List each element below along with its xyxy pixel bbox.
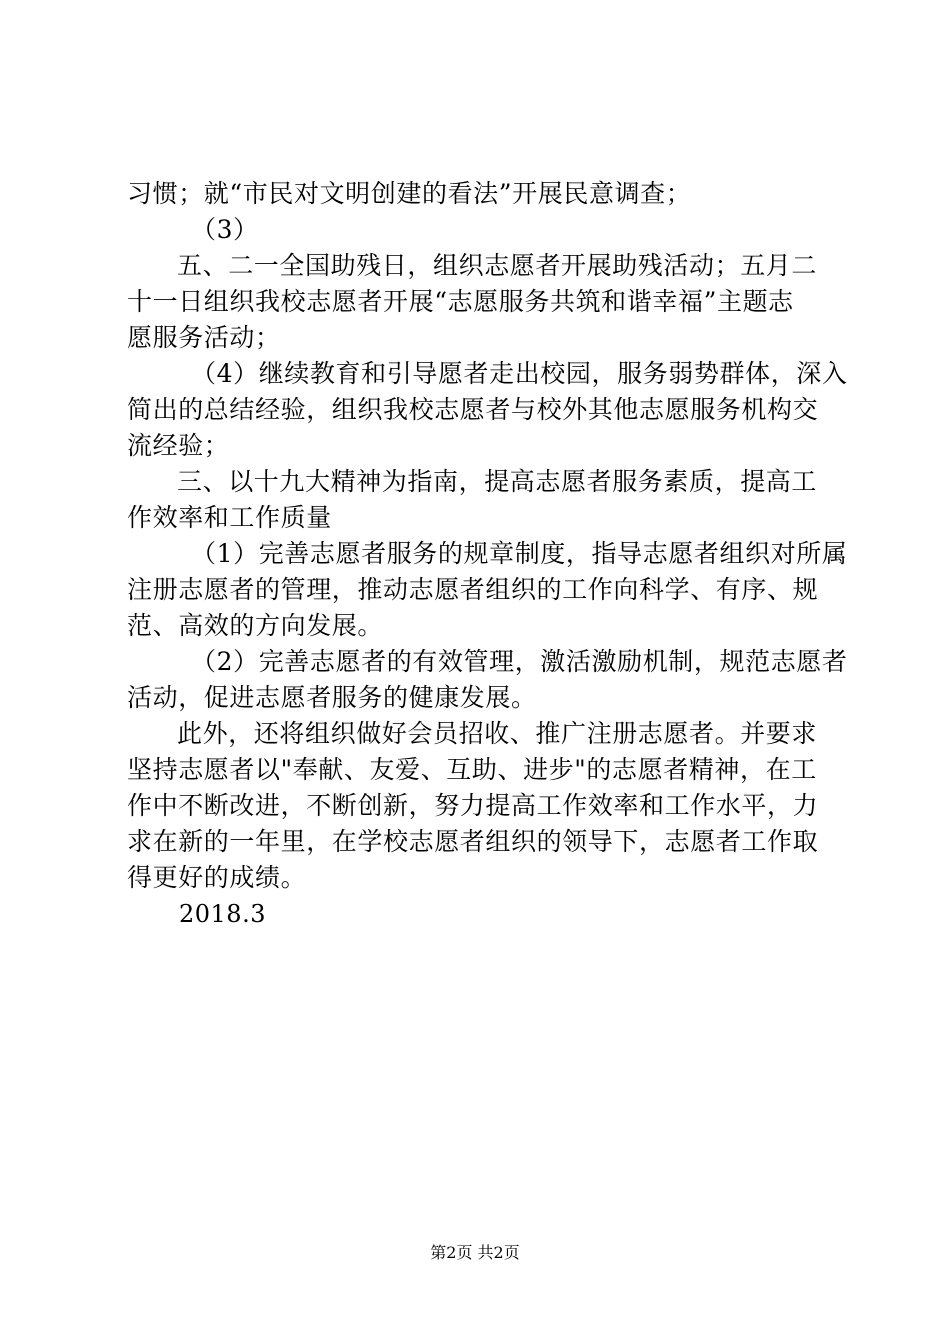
- paragraph-line: 十一日组织我校志愿者开展“志愿服务共筑和谐幸福”主题志: [127, 287, 794, 316]
- paragraph-line: 简出的总结经验，组织我校志愿者与校外其他志愿服务机构交: [127, 395, 819, 424]
- paragraph-line: （3）: [191, 215, 259, 244]
- page-footer: 第2页 共2页: [430, 1243, 520, 1262]
- paragraph-line: 此外，还将组织做好会员招收、推广注册志愿者。并要求: [177, 719, 818, 748]
- paragraph-line: 习惯；就“市民对文明创建的看法”开展民意调查；: [127, 179, 692, 208]
- paragraph-line: （4）继续教育和引导愿者走出校园，服务弱势群体，深入: [191, 359, 848, 388]
- paragraph-line: 活动，促进志愿者服务的健康发展。: [127, 683, 537, 712]
- paragraph-line: 作效率和工作质量: [127, 503, 332, 532]
- paragraph-line: 作中不断改进，不断创新，努力提高工作效率和工作水平，力: [127, 791, 819, 820]
- paragraph-line: 愿服务活动；: [127, 323, 281, 352]
- paragraph-line: 得更好的成绩。: [127, 863, 307, 892]
- paragraph-line: 三、以十九大精神为指南，提高志愿者服务素质，提高工: [177, 467, 818, 496]
- paragraph-line: （2）完善志愿者的有效管理，激活激励机制，规范志愿者: [191, 647, 848, 676]
- paragraph-line: 五、二一全国助残日，组织志愿者开展助残活动；五月二: [177, 251, 818, 280]
- paragraph-line: 注册志愿者的管理，推动志愿者组织的工作向科学、有序、规: [127, 575, 819, 604]
- paragraph-line: 流经验；: [127, 431, 230, 460]
- paragraph-line: （1）完善志愿者服务的规章制度，指导志愿者组织对所属: [191, 539, 848, 568]
- paragraph-line: 坚持志愿者以"奉献、友爱、互助、进步"的志愿者精神，在工: [127, 755, 817, 784]
- paragraph-line: 范、高效的方向发展。: [127, 611, 384, 640]
- paragraph-line: 求在新的一年里，在学校志愿者组织的领导下，志愿者工作取: [127, 827, 819, 856]
- document-date: 2018.3: [179, 900, 266, 928]
- document-body: [127, 176, 848, 932]
